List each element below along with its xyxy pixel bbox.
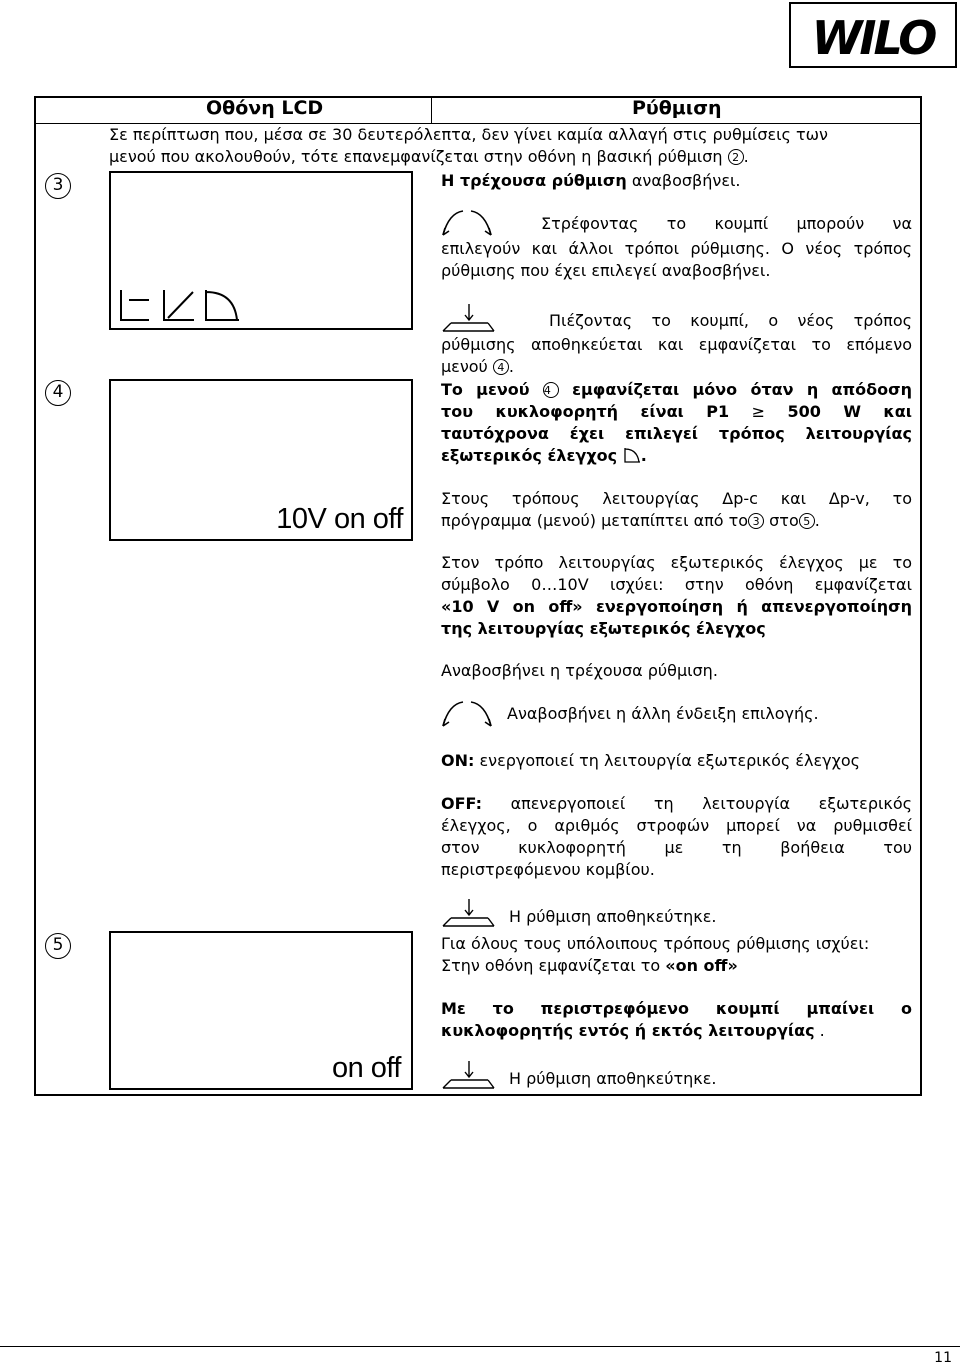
- section-number-5: 5: [45, 933, 71, 959]
- external-control-icon: [206, 290, 239, 320]
- off-description-l1: OFF: απενεργοποιεί τη λειτουργία εξωτερικός: [441, 794, 912, 813]
- logo-text: WILO: [811, 11, 935, 65]
- blink-other-text: Αναβοσβήνει η άλλη ένδειξη επιλογής.: [507, 704, 819, 723]
- off-description-l2: έλεγχος, ο αριθμός στροφών μπορεί να ρυθμισθεί: [441, 816, 912, 835]
- saved-text-5: Η ρύθμιση αποθηκεύτηκε.: [509, 1069, 717, 1088]
- column-header-lcd: Οθόνη LCD: [206, 97, 324, 119]
- other-modes-text-l2: Στην οθόνη εμφανίζεται το «on off»: [441, 956, 738, 975]
- turn-knob-text-l1: Στρέφοντας το κουμπί μπορούν να: [541, 214, 912, 233]
- dp-modes-text-l1: Στους τρόπους λειτουργίας Δp-c και Δp-v, το: [441, 489, 912, 508]
- menu4-condition-l4: εξωτερικός έλεγχος .: [441, 446, 647, 465]
- press-knob-icon-2: [441, 898, 496, 928]
- ext-control-text-l4: της λειτουργίας εξωτερικός έλεγχος: [441, 619, 766, 638]
- ext-control-text-l1: Στον τρόπο λειτουργίας εξωτερικός έλεγχος με το: [441, 553, 912, 572]
- header-divider: [431, 96, 432, 124]
- off-description-l4: περιστρεφόμενου κομβίου.: [441, 860, 655, 879]
- ext-control-text-l3: «10 V on off» ενεργοποίηση ή απενεργοποίηση: [441, 597, 912, 616]
- control-mode-icons: [119, 288, 244, 323]
- turn-knob-text-l2: επιλεγούν και άλλοι τρόποι ρύθμισης. Ο νέος τρόπος: [441, 239, 912, 258]
- lcd-display-3: [109, 171, 413, 330]
- external-control-icon: [623, 447, 641, 463]
- blink-current-text: Αναβοσβήνει η τρέχουσα ρύθμιση.: [441, 661, 718, 680]
- lcd-text-10v-on-off: 10V on off: [276, 503, 403, 535]
- menu4-condition-l3: ταυτόχρονα έχει επιλεγεί τρόπος λειτουργίας: [441, 424, 912, 443]
- current-setting-text: Η τρέχουσα ρύθμιση αναβοσβήνει.: [441, 171, 741, 190]
- other-modes-text-l1: Για όλους τους υπόλοιπους τρόπους ρύθμισης ισχύει:: [441, 934, 870, 953]
- lcd-text-on-off: on off: [331, 1052, 401, 1084]
- page-number: 11: [934, 1350, 952, 1366]
- intro-text: Σε περίπτωση που, μέσα σε 30 δευτερόλεπτα, δεν γίνει καμία αλλαγή στις ρυθμίσεις των μενού που ακολουθούν, τότε επανεμφανίζεται στην οθόνη η βασική ρύθμιση 2 .: [109, 125, 828, 166]
- turn-knob-icon: [441, 207, 493, 237]
- lcd-display-5: [109, 931, 413, 1090]
- press-knob-text-l1: Πιέζοντας το κουμπί, ο νέος τρόπος: [549, 311, 912, 330]
- on-description: ON: ενεργοποιεί τη λειτουργία εξωτερικός έλεγχος: [441, 751, 861, 770]
- press-knob-text-l2: ρύθμισης αποθηκεύεται και εμφανίζεται το επόμενο: [441, 335, 912, 354]
- ext-control-text-l2: σύμβολο 0…10V ισχύει: στην οθόνη εμφανίζεται: [441, 575, 912, 594]
- dp-modes-text-l2: πρόγραμμα (μενού) μεταπίπτει από το 3 στο 5 .: [441, 511, 820, 530]
- turn-knob-icon-2: [441, 698, 493, 728]
- press-knob-icon-3: [441, 1060, 496, 1090]
- turn-knob-text-l3: ρύθμισης που έχει επιλεγεί αναβοσβήνει.: [441, 261, 771, 280]
- section-number-3: 3: [45, 173, 71, 199]
- footer-rule: [0, 1346, 960, 1347]
- knob-on-off-text-l1: Με το περιστρεφόμενο κουμπί μπαίνει ο: [441, 999, 912, 1018]
- section-number-4: 4: [45, 380, 71, 406]
- column-header-setting: Ρύθμιση: [632, 97, 722, 119]
- knob-on-off-text-l2: κυκλοφορητής εντός ή εκτός λειτουργίας .: [441, 1021, 825, 1040]
- lcd-display-4: [109, 379, 413, 541]
- press-knob-text-l3: μενού 4 .: [441, 357, 514, 376]
- menu4-condition-l1: Το μενού 4 εμφανίζεται μόνο όταν η απόδοση: [441, 380, 912, 399]
- variable-pressure-icon: [164, 290, 194, 320]
- press-knob-icon: [441, 303, 496, 333]
- saved-text-4: Η ρύθμιση αποθηκεύτηκε.: [509, 907, 717, 926]
- wilo-logo: [789, 2, 957, 68]
- menu4-condition-l2: του κυκλοφορητή είναι P1 ≥ 500 W και: [441, 402, 913, 421]
- off-description-l3: στον κυκλοφορητή με τη βοήθεια του: [441, 838, 912, 857]
- constant-pressure-icon: [121, 290, 149, 320]
